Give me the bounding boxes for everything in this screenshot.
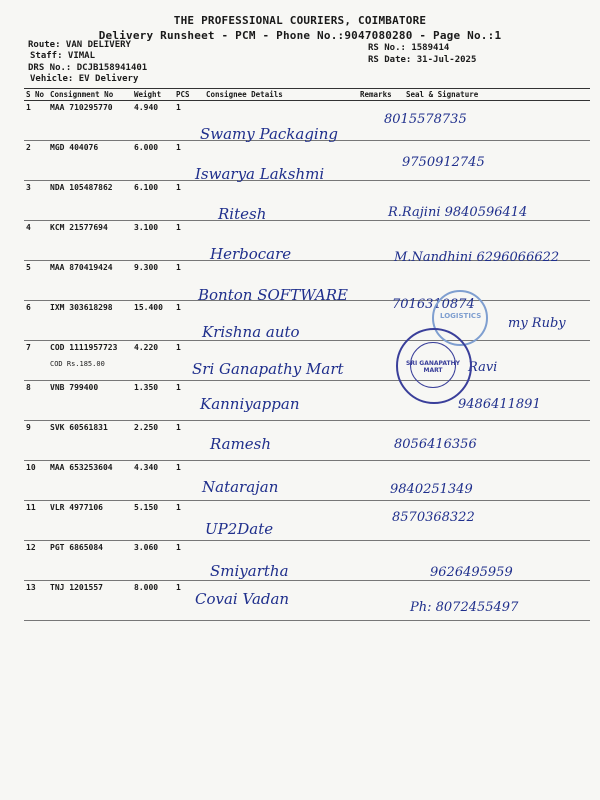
- seal-stamp-text: SRI GANAPATHY MART: [406, 360, 460, 374]
- handwritten-signature: 9840251349: [390, 482, 473, 497]
- drs-label: DRS No.: DCJB158941401: [28, 63, 148, 73]
- row-sno-text: 7: [26, 343, 31, 352]
- col-seal: Seal & Signature: [404, 89, 590, 101]
- row-weight: [132, 221, 174, 261]
- handwritten-signature: 8056416356: [394, 437, 477, 452]
- handwritten-consignee-name: Krishna auto: [202, 323, 300, 341]
- row-weight: [132, 181, 174, 221]
- row-sno-text: 11: [26, 503, 36, 512]
- row-consignment: [48, 181, 132, 221]
- row-pcs-text: 1: [176, 343, 181, 352]
- row-pcs: [174, 541, 204, 581]
- row-sno-text: 10: [26, 463, 36, 472]
- row-consignment: [48, 221, 132, 261]
- handwritten-signature: 7016310874: [392, 297, 475, 312]
- company-title: THE PROFESSIONAL COURIERS, COIMBATORE: [173, 14, 427, 27]
- row-consignment-text: NDA 105487862: [50, 183, 113, 192]
- row-weight: [132, 581, 174, 621]
- row-consignment-text: MAA 870419424: [50, 263, 113, 272]
- row-pcs: [174, 181, 204, 221]
- row-sno-text: 5: [26, 263, 31, 272]
- handwritten-consignee-name: Swamy Packaging: [200, 125, 338, 143]
- handwritten-signature: R.Rajini 9840596414: [388, 205, 528, 220]
- row-weight-text: 6.000: [134, 143, 159, 152]
- row-consignment: [48, 541, 132, 581]
- row-pcs-text: 1: [176, 303, 181, 312]
- row-weight-text: 3.060: [134, 543, 159, 552]
- handwritten-consignee-name: Ramesh: [210, 435, 272, 453]
- row-remarks: [358, 261, 404, 301]
- row-pcs-text: 1: [176, 263, 181, 272]
- handwritten-consignee-name: Covai Vadan: [195, 590, 290, 608]
- table-row: [24, 501, 590, 541]
- row-consignment-text: IXM 303618298: [50, 303, 113, 312]
- row-sno-text: 1: [26, 103, 31, 112]
- row-weight-text: 3.100: [134, 223, 159, 232]
- row-sno-text: 13: [26, 583, 36, 592]
- row-sno-text: 8: [26, 383, 31, 392]
- table-header-row: [24, 89, 590, 101]
- row-consignment-text: SVK 60561831: [50, 423, 108, 432]
- row-sno: [24, 261, 48, 301]
- row-consignment: [48, 301, 132, 341]
- row-weight: [132, 101, 174, 141]
- staff-label: Staff: VIMAL: [30, 51, 96, 61]
- row-pcs-text: 1: [176, 223, 181, 232]
- row-weight-text: 9.300: [134, 263, 159, 272]
- row-sno-text: 6: [26, 303, 31, 312]
- cod-amount: COD Rs.185.00: [50, 360, 105, 368]
- row-weight: [132, 501, 174, 541]
- handwritten-signature: Ph: 8072455497: [410, 600, 519, 615]
- row-pcs-text: 1: [176, 583, 181, 592]
- row-consignment: [48, 101, 132, 141]
- row-sno: [24, 541, 48, 581]
- row-weight: [132, 461, 174, 501]
- row-weight-text: 2.250: [134, 423, 159, 432]
- row-consignment-text: MGD 404076: [50, 143, 99, 152]
- row-sno-text: 3: [26, 183, 31, 192]
- runsheet-subtitle: Delivery Runsheet - PCM - Phone No.:9047080280 - Page No.:1: [98, 29, 502, 42]
- vehicle-label: Vehicle: EV Delivery: [30, 74, 139, 84]
- row-consignment: [48, 501, 132, 541]
- rs-date: RS Date: 31-Jul-2025: [368, 55, 477, 65]
- col-consignment: Consignment No: [48, 89, 132, 101]
- row-consignment-text: COD 1111957723: [50, 343, 118, 352]
- handwritten-consignee-name: Bonton SOFTWARE: [198, 286, 348, 304]
- row-weight-text: 5.150: [134, 503, 159, 512]
- row-sno: [24, 341, 48, 381]
- row-consignment: [48, 581, 132, 621]
- col-consignee: Consignee Details: [204, 89, 358, 101]
- table-row: [24, 301, 590, 341]
- row-sno-text: 4: [26, 223, 31, 232]
- row-weight: [132, 301, 174, 341]
- row-sno: [24, 301, 48, 341]
- row-sno: [24, 141, 48, 181]
- row-consignment-text: VLR 4977106: [50, 503, 103, 512]
- row-weight-text: 4.340: [134, 463, 159, 472]
- row-pcs-text: 1: [176, 143, 181, 152]
- table-row: [24, 461, 590, 501]
- col-sno: S No: [24, 89, 48, 101]
- row-pcs-text: 1: [176, 543, 181, 552]
- row-consignment: [48, 261, 132, 301]
- row-pcs-text: 1: [176, 503, 181, 512]
- row-consignment-text: TNJ 1201557: [50, 583, 103, 592]
- handwritten-consignee-name: Herbocare: [210, 245, 292, 263]
- row-weight-text: 1.350: [134, 383, 159, 392]
- row-consignment-text: PGT 6865084: [50, 543, 103, 552]
- row-weight-text: 15.400: [134, 303, 163, 312]
- row-pcs: [174, 461, 204, 501]
- row-pcs-text: 1: [176, 103, 181, 112]
- row-sno: [24, 381, 48, 421]
- row-pcs: [174, 221, 204, 261]
- handwritten-consignee-name: Natarajan: [202, 478, 279, 496]
- handwritten-signature: my Ruby: [508, 316, 566, 331]
- row-pcs: [174, 301, 204, 341]
- row-pcs: [174, 501, 204, 541]
- handwritten-consignee-name: Ritesh: [218, 205, 267, 223]
- handwritten-signature: 8015578735: [384, 112, 467, 127]
- handwritten-signature: Ravi: [468, 360, 498, 375]
- handwritten-consignee-name: Sri Ganapathy Mart: [192, 360, 344, 378]
- row-consignment: [48, 381, 132, 421]
- row-consignment: [48, 141, 132, 181]
- row-sno: [24, 181, 48, 221]
- row-sno: [24, 221, 48, 261]
- row-sno-text: 9: [26, 423, 31, 432]
- row-consignment-text: MAA 710295770: [50, 103, 113, 112]
- handwritten-signature: M.Nandhini 6296066622: [394, 250, 560, 265]
- row-sno-text: 2: [26, 143, 31, 152]
- row-pcs: [174, 421, 204, 461]
- row-pcs-text: 1: [176, 423, 181, 432]
- row-weight-text: 4.220: [134, 343, 159, 352]
- handwritten-consignee-name: Smiyartha: [210, 562, 289, 580]
- row-consignment: [48, 421, 132, 461]
- row-sno: [24, 421, 48, 461]
- handwritten-signature: 8570368322: [392, 510, 475, 525]
- row-weight: [132, 421, 174, 461]
- handwritten-signature: 9626495959: [430, 565, 513, 580]
- row-remarks: [358, 541, 404, 581]
- handwritten-consignee-name: UP2Date: [205, 520, 274, 538]
- handwritten-consignee-name: Kanniyappan: [200, 395, 300, 413]
- col-weight: Weight: [132, 89, 174, 101]
- row-weight: [132, 341, 174, 381]
- row-pcs-text: 1: [176, 463, 181, 472]
- row-sno: [24, 101, 48, 141]
- row-weight: [132, 381, 174, 421]
- row-pcs-text: 1: [176, 183, 181, 192]
- row-sno: [24, 581, 48, 621]
- row-weight-text: 8.000: [134, 583, 159, 592]
- row-consignment-text: MAA 653253604: [50, 463, 113, 472]
- row-remarks: [358, 141, 404, 181]
- row-sno-text: 12: [26, 543, 36, 552]
- row-remarks: [358, 381, 404, 421]
- row-remarks: [358, 581, 404, 621]
- row-sno: [24, 461, 48, 501]
- row-weight: [132, 141, 174, 181]
- row-weight: [132, 541, 174, 581]
- row-consignment: [48, 461, 132, 501]
- handwritten-signature: 9750912745: [402, 155, 485, 170]
- row-weight: [132, 261, 174, 301]
- row-weight-text: 6.100: [134, 183, 159, 192]
- row-sno: [24, 501, 48, 541]
- col-remarks: Remarks: [358, 89, 404, 101]
- row-pcs-text: 1: [176, 383, 181, 392]
- row-consignment-text: VNB 799400: [50, 383, 99, 392]
- row-seal: [404, 261, 590, 301]
- table-row: [24, 421, 590, 461]
- handwritten-signature: 9486411891: [458, 397, 541, 412]
- row-consignment: [48, 341, 132, 381]
- route-label: Route: VAN DELIVERY: [28, 40, 131, 50]
- col-pcs: PCS: [174, 89, 204, 101]
- row-consignment-text: KCM 21577694: [50, 223, 108, 232]
- handwritten-consignee-name: Iswarya Lakshmi: [195, 165, 325, 183]
- logistics-stamp-text: LOGISTICS: [440, 312, 482, 320]
- rs-number: RS No.: 1589414: [368, 43, 450, 53]
- row-weight-text: 4.940: [134, 103, 159, 112]
